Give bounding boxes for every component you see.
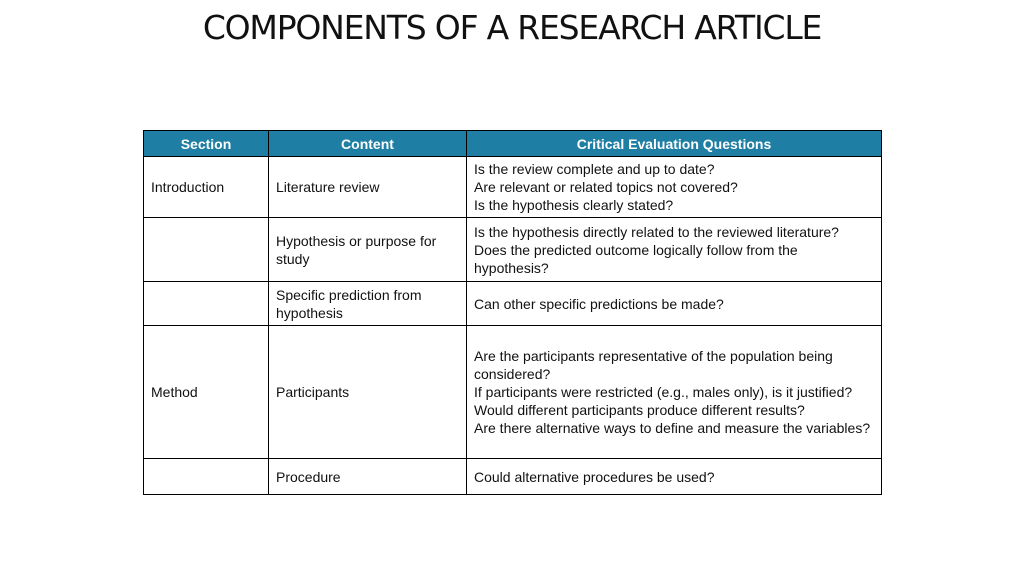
questions-cell <box>467 218 882 282</box>
question-text: Are relevant or related topics not covered? <box>474 179 738 195</box>
header-section: Section <box>144 131 269 157</box>
question-text: Is the hypothesis clearly stated? <box>474 197 674 213</box>
evaluation-table <box>143 130 882 495</box>
questions-cell <box>467 282 882 326</box>
questions-cell <box>467 459 882 495</box>
content-cell: Participants <box>269 326 467 459</box>
header-content: Content <box>269 131 467 157</box>
question-text: Are there alternative ways to define and measure the variables? <box>474 420 871 436</box>
content-cell: Procedure <box>269 459 467 495</box>
table-header-row <box>144 131 882 157</box>
question-text: Is the review complete and up to date? <box>474 161 715 177</box>
header-questions: Critical Evaluation Questions <box>467 131 882 157</box>
table-row <box>144 326 882 459</box>
questions-cell <box>467 326 882 459</box>
table-row <box>144 459 882 495</box>
table-row <box>144 157 882 218</box>
section-cell <box>144 218 269 282</box>
questions-cell <box>467 157 882 218</box>
question-text: Is the hypothesis directly related to the reviewed literature? <box>474 223 839 240</box>
question-text: Are the participants representative of the population being considered? <box>474 348 833 382</box>
section-cell <box>144 282 269 326</box>
table-row <box>144 282 882 326</box>
question-text: Can other specific predictions be made? <box>474 295 724 312</box>
content-cell: Literature review <box>269 157 467 218</box>
content-cell: Hypothesis or purpose for study <box>269 218 467 282</box>
question-text: Could alternative procedures be used? <box>474 468 715 485</box>
question-text: If participants were restricted (e.g., males only), is it justified? Would different participants produce different results? <box>474 384 853 418</box>
section-cell: Introduction <box>144 157 269 218</box>
table-row <box>144 218 882 282</box>
question-text: Does the predicted outcome logically follow from the hypothesis? <box>474 241 798 276</box>
page-title: COMPONENTS OF A RESEARCH ARTICLE <box>202 8 822 47</box>
section-cell: Method <box>144 326 269 459</box>
section-cell <box>144 459 269 495</box>
content-cell: Specific prediction from hypothesis <box>269 282 467 326</box>
